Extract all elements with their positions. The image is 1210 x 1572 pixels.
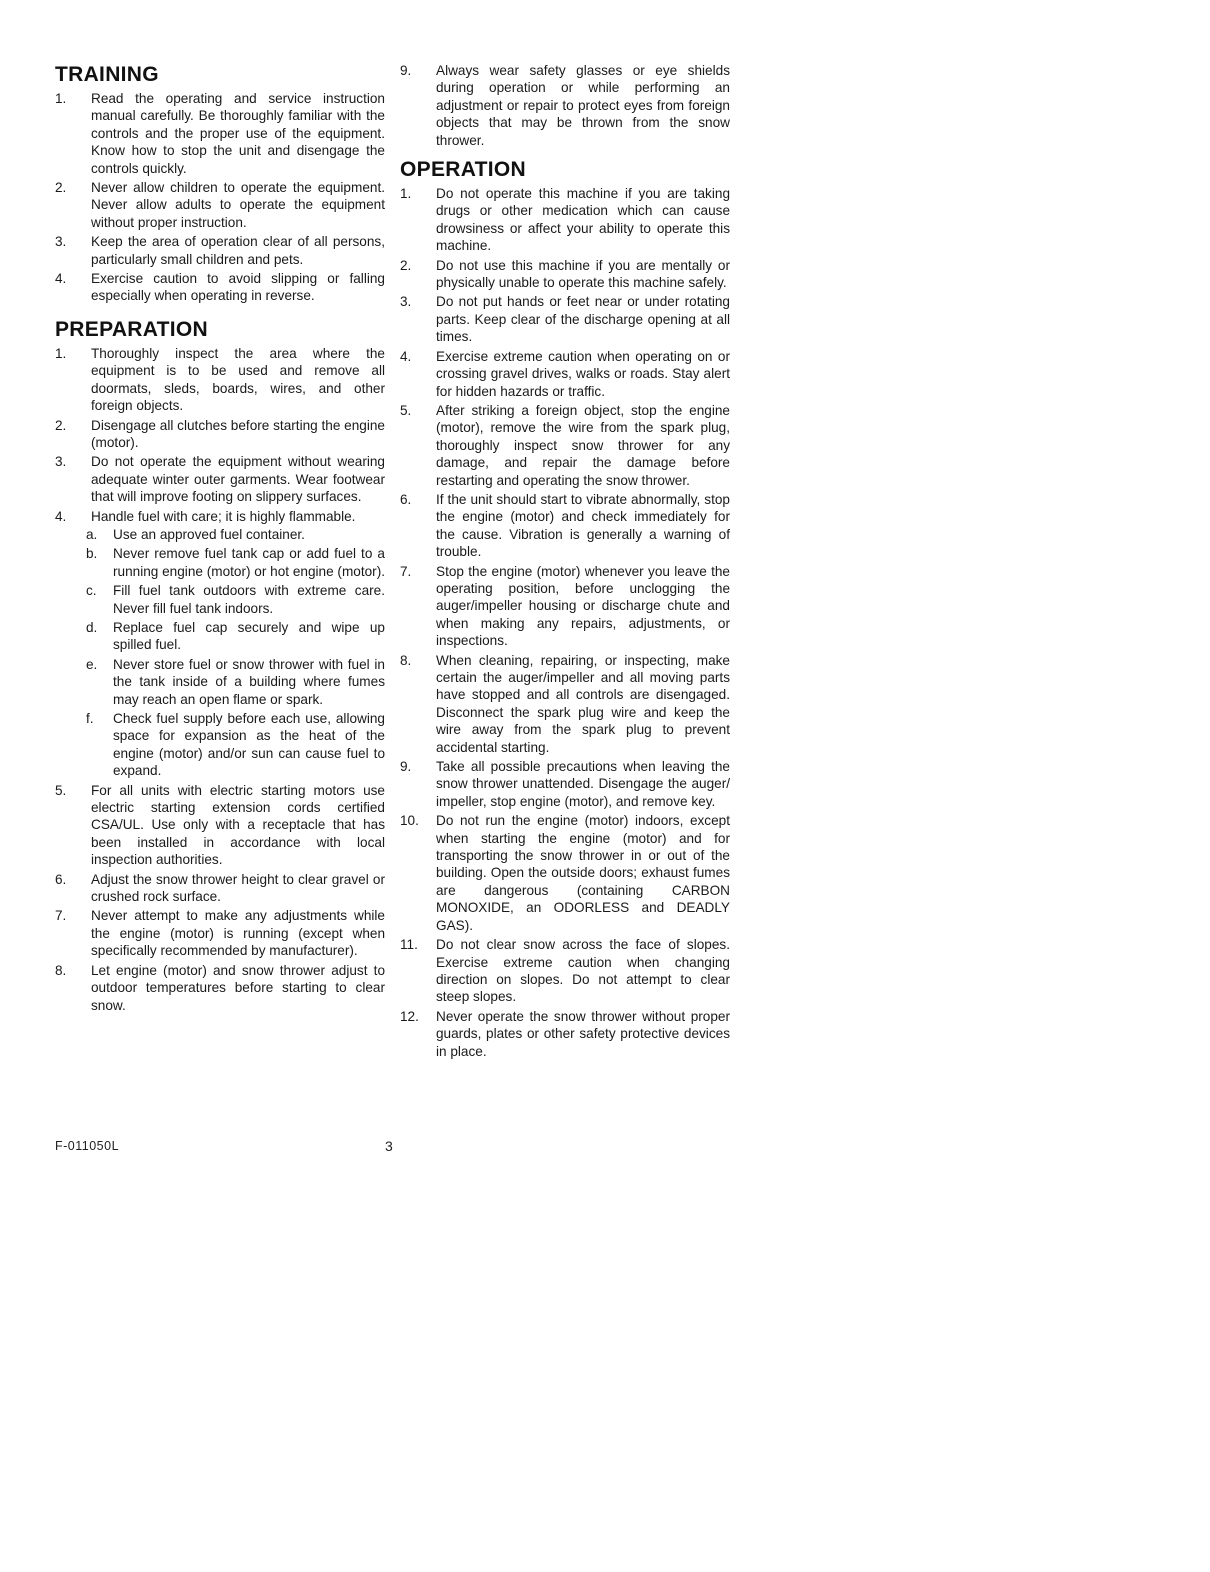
page-number: 3 bbox=[385, 1138, 393, 1154]
preparation-list bbox=[55, 345, 385, 1014]
list-item: 3. Keep the area of operation clear of all persons, particularly small children and pets. bbox=[55, 234, 385, 267]
list-item: 9. Always wear safety glasses or eye shields during operation or while performing an adjustment or repair to protect eyes from foreign objects that may be thrown from the snow thrower. bbox=[400, 63, 730, 148]
sub-list-item: e. Never store fuel or snow thrower with fuel in the tank inside of a building where fumes may reach an open flame or spark. bbox=[86, 656, 385, 707]
list-item: 2. Disengage all clutches before starting the engine (motor). bbox=[55, 417, 385, 450]
list-item: 9. Take all possible precautions when leaving the snow thrower unattended. Disengage the auger/ impeller, stop engine (motor), and remove key. bbox=[400, 759, 730, 809]
training-list bbox=[55, 90, 385, 305]
preparation-heading: PREPARATION bbox=[55, 317, 209, 341]
sub-list-item: c. Fill fuel tank outdoors with extreme care. Never fill fuel tank indoors. bbox=[86, 583, 385, 616]
training-continued-list bbox=[400, 62, 730, 149]
list-item: 10. Do not run the engine (motor) indoors, except when starting the engine (motor) and for transporting the snow thrower in or out of the building. Open the outside doors; exhaust fumes are dangerous (containing CARBON MONOXIDE, an ODORLESS and DEADLY GAS). bbox=[400, 813, 730, 933]
list-item: 7. Never attempt to make any adjustments while the engine (motor) is running (except when specifically recommended by manufacturer). bbox=[55, 908, 385, 959]
list-item: 1. Do not operate this machine if you are taking drugs or other medication which can cause drowsiness or affect your ability to operate this machine. bbox=[400, 186, 730, 254]
operation-list bbox=[400, 185, 730, 1060]
sub-list-item: b. Never remove fuel tank cap or add fuel to a running engine (motor) or hot engine (motor). bbox=[86, 546, 386, 579]
list-item: 1. Read the operating and service instruction manual carefully. Be thoroughly familiar with the controls and the proper use of the equipment. Know how to stop the unit and disengage the controls quickly. bbox=[55, 91, 385, 176]
document-code: F-011050L bbox=[55, 1139, 120, 1153]
left-column bbox=[55, 60, 385, 1016]
list-item: 6. Adjust the snow thrower height to clear gravel or crushed rock surface. bbox=[55, 871, 385, 905]
list-item: 3. Do not put hands or feet near or under rotating parts. Keep clear of the discharge opening at all times. bbox=[400, 294, 730, 345]
list-item: 5. For all units with electric starting motors use electric starting extension cords certified CSA/UL. Use only with a receptacle that has been installed in accordance with local inspection authorities. bbox=[55, 782, 385, 868]
list-item: 8. Let engine (motor) and snow thrower adjust to outdoor temperatures before starting to clear snow. bbox=[55, 962, 385, 1013]
list-item: 4. Exercise extreme caution when operating on or crossing gravel drives, walks or roads. Stay alert for hidden hazards or traffic. bbox=[400, 348, 730, 399]
list-item: 2. Never allow children to operate the equipment. Never allow adults to operate the equipment without proper instruction. bbox=[55, 180, 385, 230]
list-item: 3. Do not operate the equipment without wearing adequate winter outer garments. Wear footwear that will improve footing on slippery surfaces. bbox=[55, 454, 385, 505]
sub-list-item: f. Check fuel supply before each use, allowing space for expansion as the heat of the engine (motor) and/or sun can cause fuel to expand. bbox=[86, 711, 385, 779]
sub-list-item: a. Use an approved fuel container. bbox=[86, 526, 305, 542]
list-item: 11. Do not clear snow across the face of slopes. Exercise extreme caution when changing direction on slopes. Do not attempt to clear steep slopes. bbox=[400, 937, 730, 1005]
list-item: 12. Never operate the snow thrower without proper guards, plates or other safety protective devices in place. bbox=[400, 1008, 730, 1059]
fuel-sublist bbox=[86, 526, 386, 780]
list-item: 4. Handle fuel with care; it is highly flammable. a. Use an approved fuel container. b. Never remove fuel tank cap or add fuel to a running engine (motor) or hot engine (motor). c. Fill fuel tank outdoors with extreme care. Never fill fuel tank indoors. d. Replace fuel cap securely and wipe up spilled fuel. e. Never store fuel or snow thrower with fuel in the tank inside of a building where fumes may reach an open flame or spark. f. Check fuel supply before each use, allowing space for expansion as the heat of the engine (motor) and/or sun can cause fuel to expand. bbox=[55, 508, 386, 779]
list-item: 5. After striking a foreign object, stop the engine (motor), remove the wire from the spark plug, thoroughly inspect snow thrower for any damage, and repair the damage before restarting and operating the snow thrower. bbox=[400, 402, 730, 488]
list-item: 8. When cleaning, repairing, or inspecting, make certain the auger/impeller and all moving parts have stopped and all controls are disengaged. Disconnect the spark plug wire and keep the wire away from the spark plug to prevent accidental starting. bbox=[400, 652, 730, 755]
list-item: 2. Do not use this machine if you are mentally or physically unable to operate this machine safely. bbox=[400, 257, 730, 291]
list-item: 1. Thoroughly inspect the area where the equipment is to be used and remove all doormats, sleds, boards, wires, and other foreign objects. bbox=[55, 345, 385, 414]
list-item: 7. Stop the engine (motor) whenever you leave the operating position, before unclogging the auger/impeller housing or discharge chute and when making any repairs, adjustments, or inspections. bbox=[400, 563, 730, 649]
right-column bbox=[400, 62, 730, 1062]
sub-list-item: d. Replace fuel cap securely and wipe up spilled fuel. bbox=[86, 619, 385, 653]
operation-heading: OPERATION bbox=[400, 158, 526, 182]
list-item: 6. If the unit should start to vibrate abnormally, stop the engine (motor) and check immediately for the cause. Vibration is generally a warning of trouble. bbox=[400, 491, 730, 560]
list-item: 4. Exercise caution to avoid slipping or falling especially when operating in reverse. bbox=[55, 271, 385, 304]
training-heading: TRAINING bbox=[55, 63, 159, 86]
